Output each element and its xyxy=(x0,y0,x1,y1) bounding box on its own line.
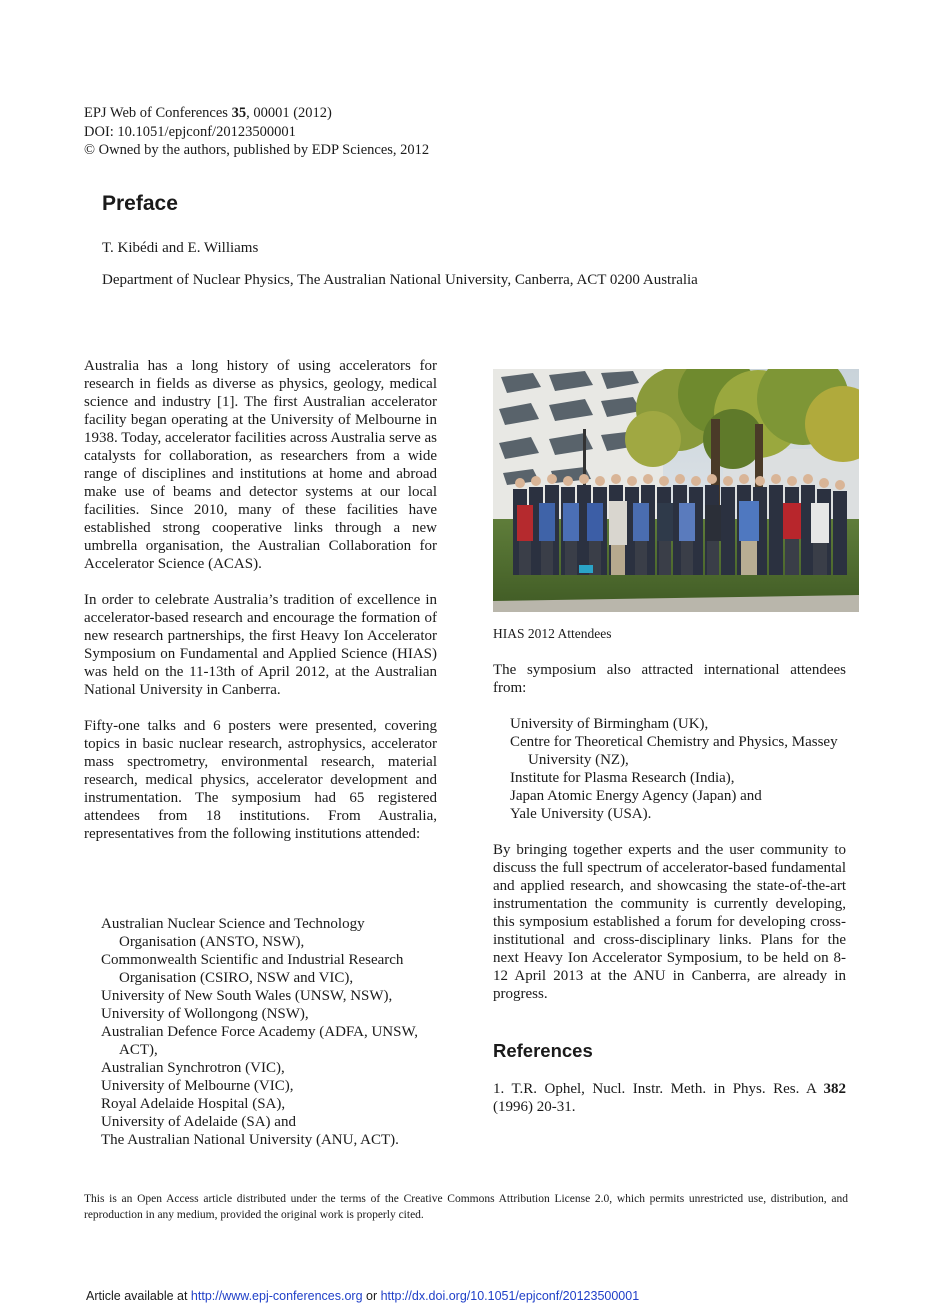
epj-conferences-link[interactable]: http://www.epj-conferences.org xyxy=(190,1289,363,1303)
citation-line: EPJ Web of Conferences 35, 00001 (2012) xyxy=(84,105,332,121)
doi-link[interactable]: http://dx.doi.org/10.1051/epjconf/20123500001 xyxy=(380,1289,640,1303)
reference-item: 1. T.R. Ophel, Nucl. Instr. Meth. in Phys. Res. A 382 (1996) 20-31. xyxy=(493,1081,846,1115)
paragraph: Australia has a long history of using accelerators for research in fields as diverse as physics, geology, medical science and industry [1]. The first Australian accelerator facility began operating at the University of Melbourne in 1938. Today, accelerator facilities across Australia serve as catalysts for collaboration, as researchers from a wide range of disciplines and institutions at home and abroad make use of beams and detector systems at our local facilities. Since 2010, many of these facilities have established strong cooperative links through a new umbrella organisation, the Australian Collaboration for Accelerator Science (ACAS). xyxy=(84,358,437,572)
list-item: Yale University (USA). xyxy=(510,806,652,822)
list-item: Australian Nuclear Science and Technology Organisation (ANSTO, NSW), xyxy=(101,916,365,950)
list-item: University of Melbourne (VIC), xyxy=(101,1078,294,1094)
list-item: Institute for Plasma Research (India), xyxy=(510,770,735,786)
doi-line: DOI: 10.1051/epjconf/20123500001 xyxy=(84,123,296,140)
list-item: Commonwealth Scientific and Industrial Research Organisation (CSIRO, NSW and VIC), xyxy=(101,952,404,986)
page-title: Preface xyxy=(102,192,178,215)
australian-institutions-list xyxy=(101,915,431,1149)
list-item: Australian Defence Force Academy (ADFA, UNSW, ACT), xyxy=(101,1024,418,1058)
references-heading: References xyxy=(493,1040,593,1061)
authors: T. Kibédi and E. Williams xyxy=(102,240,259,256)
list-item: University of Adelaide (SA) and xyxy=(101,1114,296,1130)
copyright-icon: © xyxy=(84,142,96,158)
article-availability: Article available at http://www.epj-conferences.org or http://dx.doi.org/10.1051/epjconf/20123500001 xyxy=(86,1289,640,1303)
list-item: Australian Synchrotron (VIC), xyxy=(101,1060,285,1076)
international-institutions-list xyxy=(493,715,846,823)
journal-header xyxy=(84,104,429,160)
right-column xyxy=(493,661,846,1021)
copyright-line: © Owned by the authors, published by EDP Sciences, 2012 xyxy=(84,142,430,158)
figure-caption: HIAS 2012 Attendees xyxy=(493,626,612,641)
paragraph: In order to celebrate Australia’s tradition of excellence in accelerator-based research and encourage the formation of new research partnerships, the first Heavy Ion Accelerator Symposium on Fundamental and Applied Science (HIAS) was held on the 11-13th of April 2012, at the Australian National University in Canberra. xyxy=(84,592,437,698)
license-notice: This is an Open Access article distributed under the terms of the Creative Commons Attribution License 2.0, which permits unrestricted use, distribution, and reproduction in any medium, provided the original work is properly cited. xyxy=(84,1193,848,1221)
left-column xyxy=(84,357,437,861)
list-item: Centre for Theoretical Chemistry and Physics, Massey University (NZ), xyxy=(510,734,838,768)
list-item: University of New South Wales (UNSW, NSW), xyxy=(101,988,393,1004)
list-item: Royal Adelaide Hospital (SA), xyxy=(101,1096,286,1112)
group-photo xyxy=(493,369,859,612)
list-item: University of Birmingham (UK), xyxy=(510,716,709,732)
paragraph: The symposium also attracted international attendees from: xyxy=(493,662,846,696)
list-item: The Australian National University (ANU, ACT). xyxy=(101,1132,399,1148)
list-item: Japan Atomic Energy Agency (Japan) and xyxy=(510,788,762,804)
list-item: University of Wollongong (NSW), xyxy=(101,1006,309,1022)
paragraph: By bringing together experts and the user community to discuss the full spectrum of accelerator-based fundamental and applied research, and showcasing the state-of-the-art instrumentation the community is currently developing, this symposium established a forum for developing cross-institutional and cross-disciplinary links. Plans for the next Heavy Ion Accelerator Symposium, to be held on 8-12 April 2013 at the ANU in Canberra, are already in progress. xyxy=(493,842,846,1002)
affiliation: Department of Nuclear Physics, The Australian National University, Canberra, ACT 0200 Australia xyxy=(102,272,698,288)
paragraph: Fifty-one talks and 6 posters were presented, covering topics in basic nuclear research, astrophysics, accelerator mass spectrometry, environmental research, material research, medical physics, accelerator development and instrumentation. The symposium had 65 registered attendees from 18 institutions. From Australia, representatives from the following institutions attended: xyxy=(84,718,437,842)
